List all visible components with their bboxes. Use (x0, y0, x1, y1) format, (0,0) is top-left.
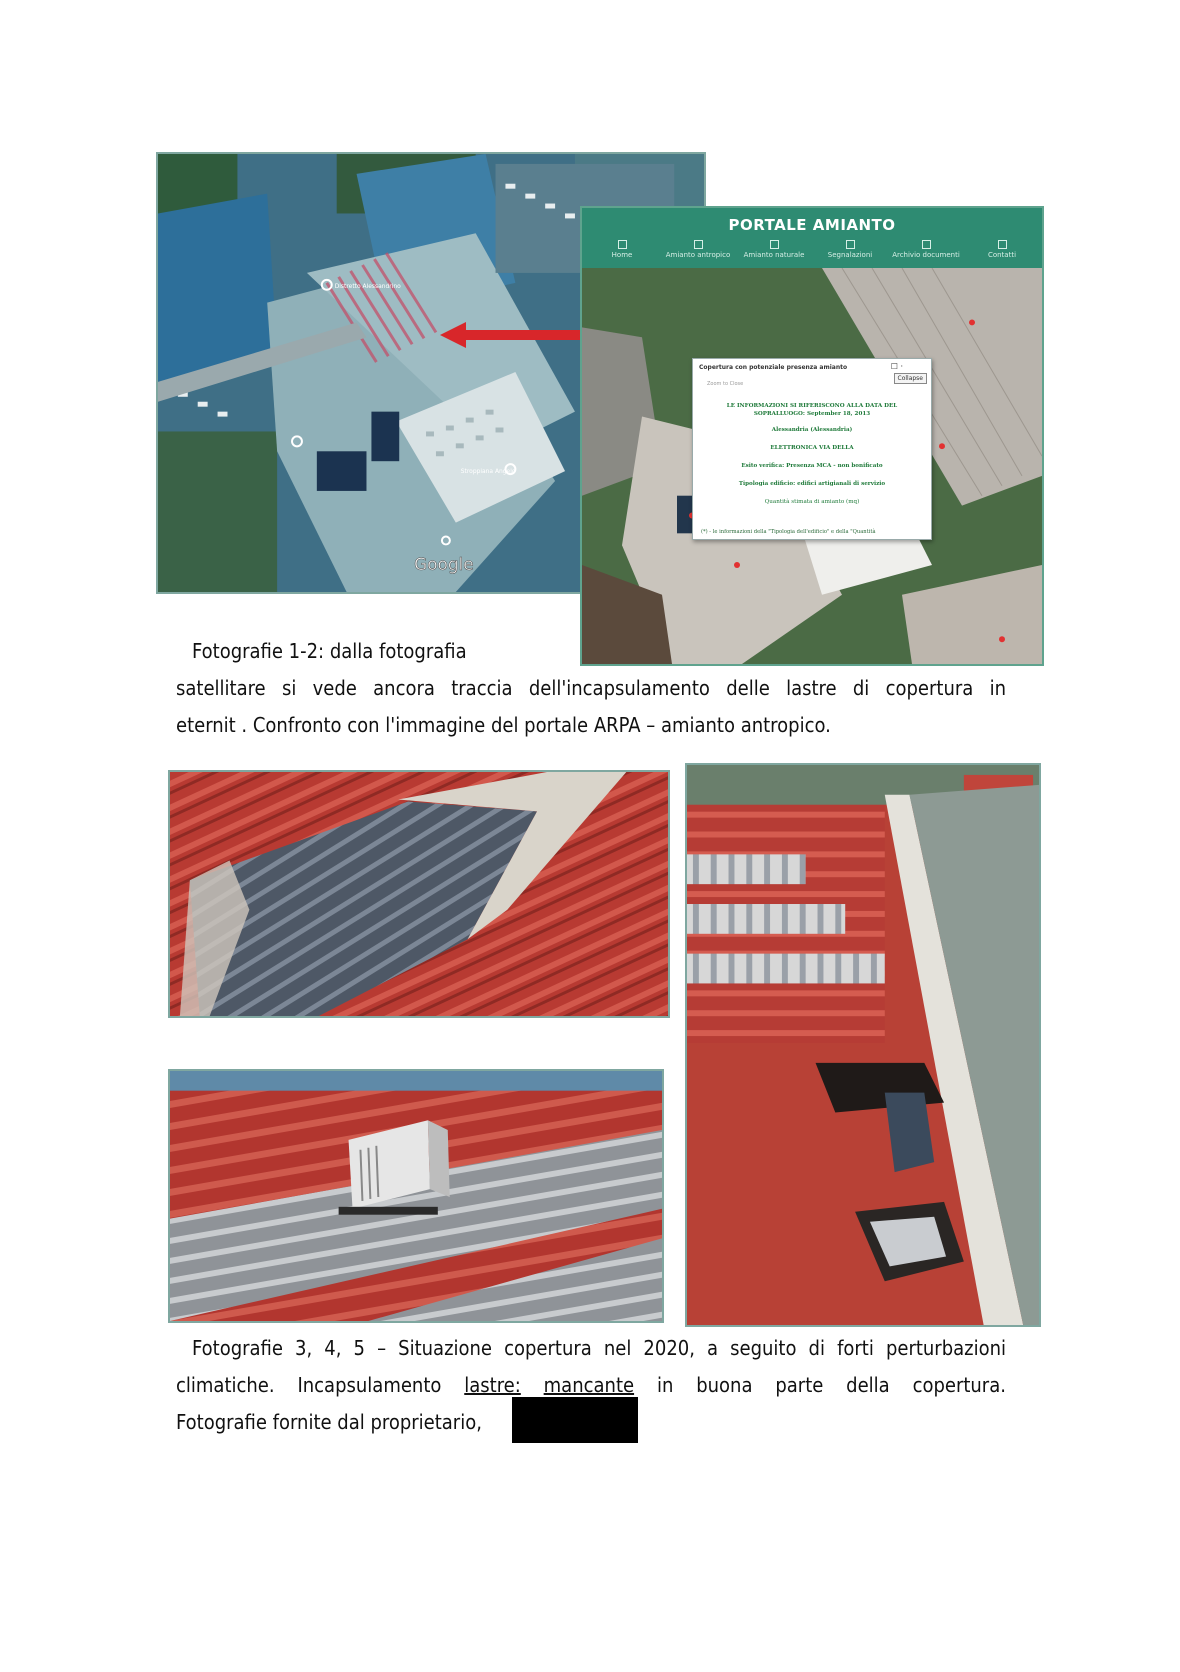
popup-line-4: ELETTRONICA VIA DELLA (770, 445, 854, 451)
portal-nav-home[interactable]: Home (582, 240, 662, 259)
caption-2-line-1: Fotografie 3, 4, 5 – Situazione copertura nel 2020, a seguito di forti perturbazioni (192, 1336, 1006, 1360)
popup-line-7: Quantità stimata di amianto (mq) (764, 499, 860, 505)
home-icon (618, 240, 627, 249)
portal-nav-contatti[interactable]: Contatti (962, 240, 1042, 259)
roof-photo-4 (685, 763, 1041, 1327)
caption-2-line-3: Fotografie fornite dal proprietario, (176, 1410, 482, 1434)
popup-line-3: Alessandria (Alessandria) (771, 427, 853, 433)
asbestos-popup (692, 358, 932, 540)
caption-word: parte (775, 1373, 824, 1397)
leaf-icon (770, 240, 779, 249)
portal-nav-amianto-naturale[interactable]: Amianto naturale (734, 240, 814, 259)
google-logo: Google (414, 554, 474, 575)
archive-icon (922, 240, 931, 249)
caption-word: della (846, 1373, 890, 1397)
map-label-2: Stroppiana Angelo (460, 468, 516, 476)
caption-word: mancante (543, 1373, 635, 1397)
caption-1-line-2: satellitare si vede ancora traccia dell'incapsulamento delle lastre di copertura in (176, 676, 1006, 700)
caption-word: climatiche. (176, 1373, 275, 1397)
portal-map[interactable] (582, 268, 1042, 664)
report-icon (846, 240, 855, 249)
portal-nav-archivio[interactable]: Archivio documenti (886, 240, 966, 259)
contact-icon (998, 240, 1007, 249)
maximize-icon[interactable]: ☐ · (890, 362, 903, 371)
building-icon (694, 240, 703, 249)
caption-word: Incapsulamento (297, 1373, 442, 1397)
redaction-box (512, 1397, 638, 1443)
popup-tools[interactable]: Zoom to Close (707, 381, 744, 387)
popup-collapse-button[interactable]: Collapse (894, 373, 928, 384)
caption-word: buona (696, 1373, 753, 1397)
roof-photo-5 (168, 1069, 664, 1323)
popup-line-6: Tipologia edificio: edifici artigianali di servizio (738, 481, 886, 487)
portal-nav-amianto-antropico[interactable]: Amianto antropico (658, 240, 738, 259)
caption-1-line-1: Fotografie 1-2: dalla fotografia (192, 639, 467, 663)
popup-line-5: Esito verifica: Presenza MCA - non bonificato (741, 463, 883, 469)
portal-header (582, 208, 1042, 268)
popup-line-2: SOPRALLUOGO: September 18, 2013 (753, 411, 871, 417)
popup-footer: (*) - le informazioni della "Tipologia dell'edificio" e della "Quantità (701, 529, 876, 535)
popup-line-1: LE INFORMAZIONI SI RIFERISCONO ALLA DATA DEL (726, 403, 898, 409)
caption-word: copertura. (912, 1373, 1006, 1397)
caption-word: lastre: (464, 1373, 521, 1397)
portal-nav-segnalazioni[interactable]: Segnalazioni (810, 240, 890, 259)
caption-word: in (656, 1373, 674, 1397)
portal-screenshot (580, 206, 1044, 666)
popup-header: Copertura con potenziale presenza amianto (699, 364, 848, 371)
roof-photo-3 (168, 770, 670, 1018)
map-label-1: Distretto Alessandrino (334, 282, 401, 290)
caption-photos-1-2 (176, 633, 1006, 744)
portal-title: PORTALE AMIANTO (728, 216, 896, 234)
caption-1-line-3: eternit . Confronto con l'immagine del portale ARPA – amianto antropico. (176, 713, 831, 737)
